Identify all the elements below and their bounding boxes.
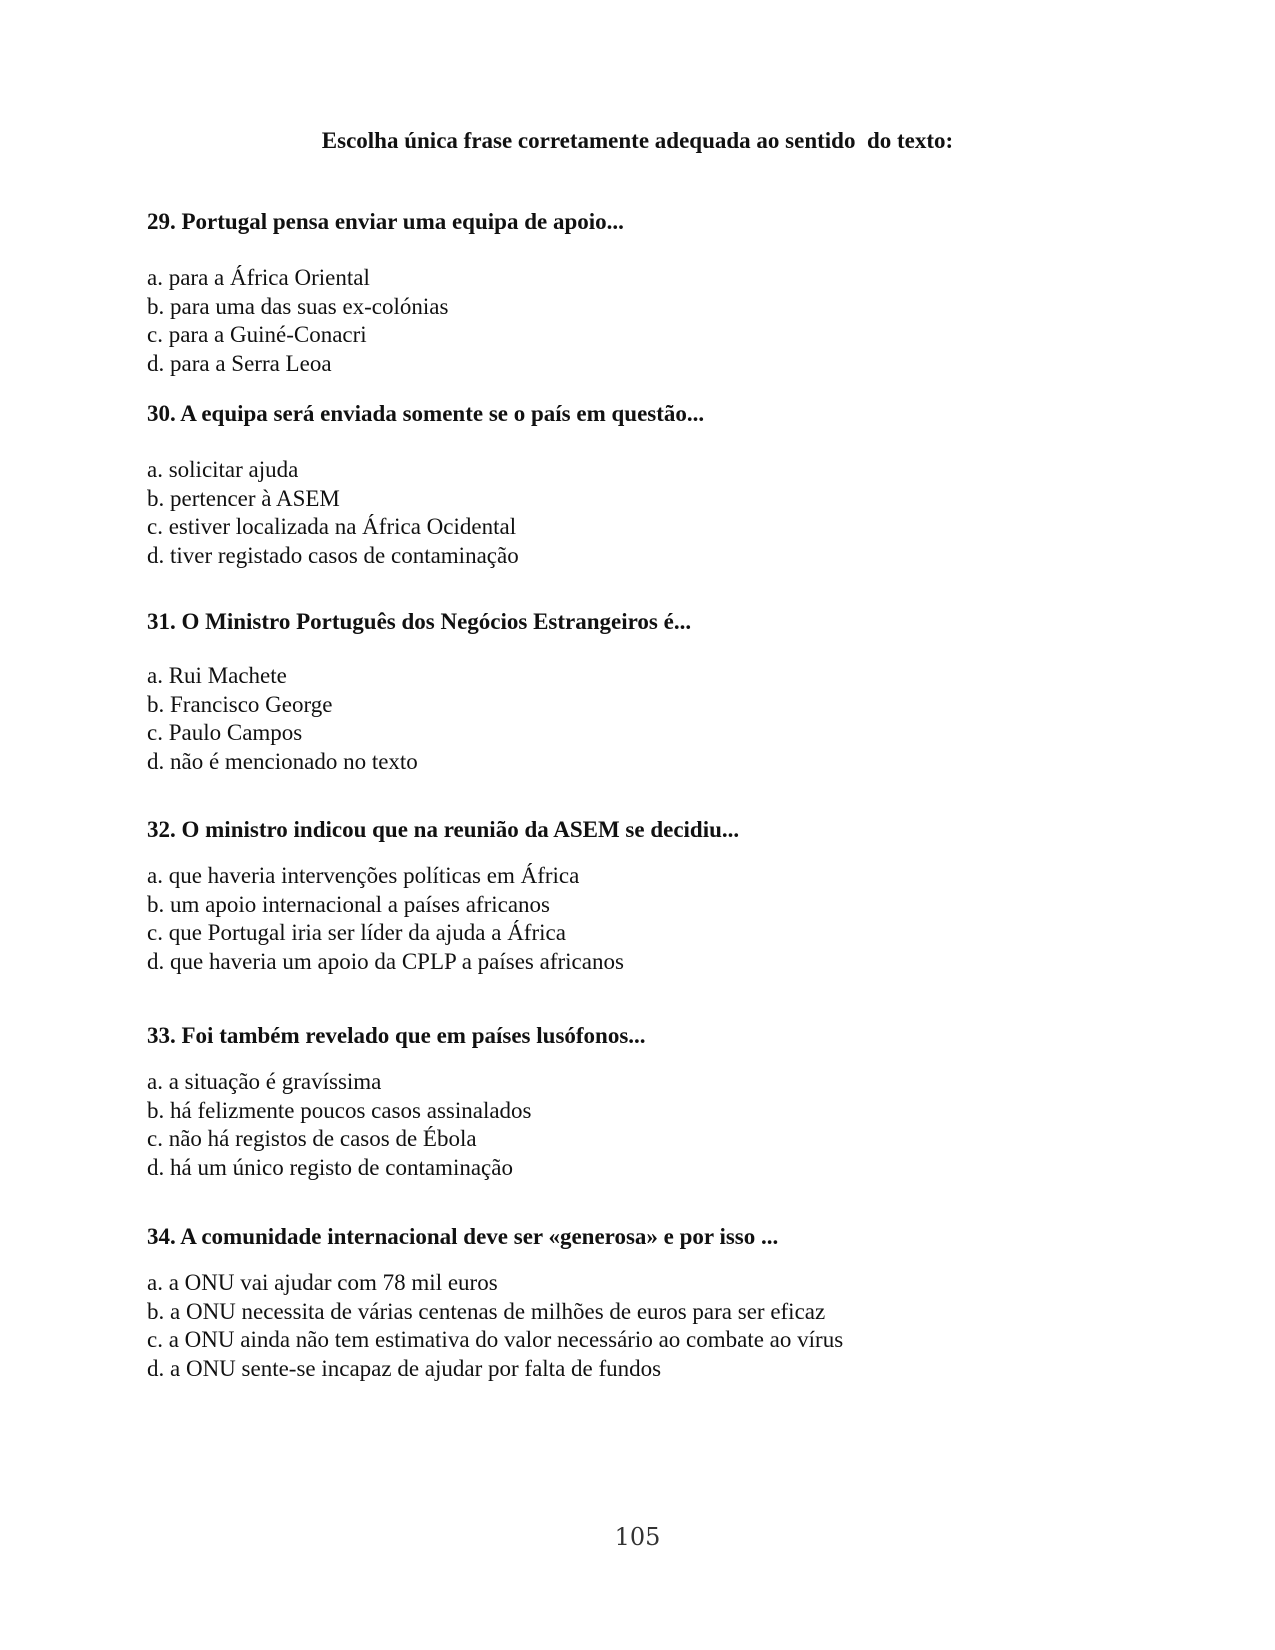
option-d: d. para a Serra Leoa (147, 350, 332, 376)
option-c: c. Paulo Campos (147, 720, 303, 745)
option-d: d. há um único registo de contaminação (147, 1154, 513, 1180)
question-30 (147, 400, 1147, 570)
question-title: 30. A equipa será enviada somente se o país em questão... (147, 401, 705, 426)
option-c: c. a ONU ainda não tem estimativa do valor necessário ao combate ao vírus (147, 1327, 844, 1352)
option-a: a. que haveria intervenções políticas em África (147, 863, 580, 888)
option-list (147, 1269, 1147, 1383)
page-title: Escolha única frase corretamente adequada ao sentido do texto: (321, 128, 954, 153)
question-title: 29. Portugal pensa enviar uma equipa de apoio... (147, 209, 624, 234)
option-list (147, 1068, 1147, 1182)
option-d: d. a ONU sente-se incapaz de ajudar por falta de fundos (147, 1355, 662, 1381)
question-31 (147, 608, 1147, 776)
option-a: a. Rui Machete (147, 663, 287, 688)
option-d: d. não é mencionado no texto (147, 748, 418, 774)
option-a: a. a ONU vai ajudar com 78 mil euros (147, 1270, 498, 1295)
option-list (147, 862, 1147, 976)
option-b: b. pertencer à ASEM (147, 485, 340, 511)
option-b: b. Francisco George (147, 691, 333, 717)
question-title: 31. O Ministro Português dos Negócios Estrangeiros é... (147, 609, 692, 634)
option-d: d. tiver registado casos de contaminação (147, 542, 519, 568)
question-title: 33. Foi também revelado que em países lusófonos... (147, 1023, 646, 1048)
option-c: c. que Portugal iria ser líder da ajuda a África (147, 920, 566, 945)
option-list (147, 264, 1147, 378)
option-b: b. há felizmente poucos casos assinalados (147, 1097, 532, 1123)
page-number: 105 (614, 1523, 661, 1551)
option-b: b. para uma das suas ex-colónias (147, 293, 449, 319)
question-title: 32. O ministro indicou que na reunião da ASEM se decidiu... (147, 817, 740, 842)
question-title: 34. A comunidade internacional deve ser «generosa» e por isso ... (147, 1224, 779, 1249)
option-a: a. a situação é gravíssima (147, 1069, 382, 1094)
option-a: a. para a África Oriental (147, 265, 370, 290)
option-c: c. estiver localizada na África Ocidental (147, 514, 517, 539)
option-b: b. um apoio internacional a países africanos (147, 891, 550, 917)
option-c: c. para a Guiné-Conacri (147, 322, 367, 347)
question-33 (147, 1022, 1147, 1182)
question-34 (147, 1223, 1147, 1383)
option-c: c. não há registos de casos de Ébola (147, 1126, 477, 1151)
option-b: b. a ONU necessita de várias centenas de milhões de euros para ser eficaz (147, 1298, 826, 1324)
question-32 (147, 816, 1147, 976)
question-29 (147, 208, 1147, 378)
option-a: a. solicitar ajuda (147, 457, 299, 482)
option-d: d. que haveria um apoio da CPLP a países africanos (147, 948, 624, 974)
option-list (147, 662, 1147, 776)
option-list (147, 456, 1147, 570)
